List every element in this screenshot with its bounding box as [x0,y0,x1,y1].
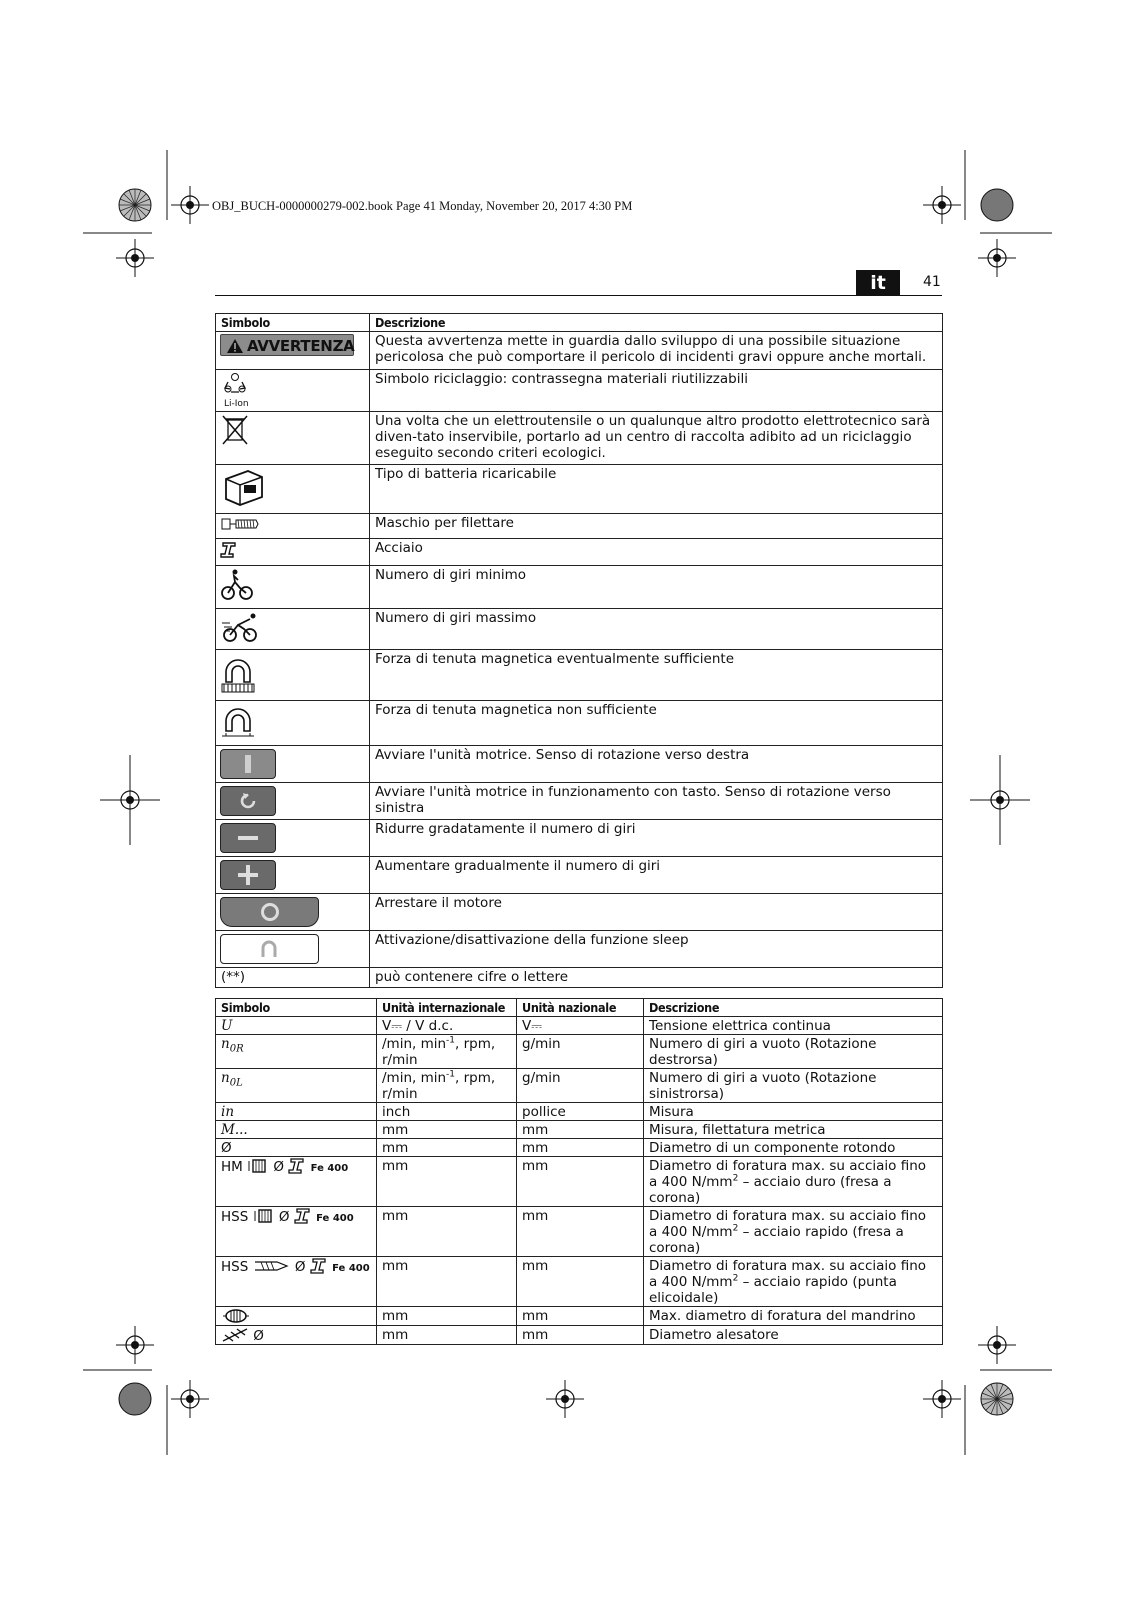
minus-key-icon [220,823,276,853]
symbol-cell [216,1035,377,1069]
diameter-symbol: Ø [294,1259,306,1275]
steel-beam-icon [288,1158,306,1174]
symbol-cell: U [216,1017,377,1035]
description-cell: può contenere cifre o lettere [370,968,943,988]
symbol-subscript: 0L [229,1077,243,1089]
symbol-cell [216,746,370,783]
description-cell: Numero di giri massimo [370,609,943,650]
start-right-key-icon [220,749,276,779]
symbol-cell [216,783,370,820]
table-row [216,701,943,746]
description-cell: Avviare l'unità motrice. Senso di rotazione verso destra [370,746,943,783]
units-table-header [216,999,943,1017]
intl-unit-cell [377,1069,517,1103]
description-cell: Arrestare il motore [370,894,943,931]
natl-unit-cell: mm [517,1157,644,1207]
natl-unit-cell: mm [517,1307,644,1326]
description-cell: Questa avvertenza mette in guardia dallo sviluppo di una possibile situazione pericolosa che può comportare il pericolo di incidenti gravi oppure anche mortali. [370,332,943,370]
table-row [216,1257,943,1307]
description-a: Diametro di foratura max. su acciaio fino a 400 N/mm [649,1208,927,1240]
warning-badge [220,334,354,356]
description-cell: Attivazione/disattivazione della funzione sleep [370,931,943,968]
natl-unit-cell: V⎓ [517,1017,644,1035]
intl-unit-cell: V⎓ / V d.c. [377,1017,517,1035]
table-row [216,412,943,465]
description-cell: Numero di giri a vuoto (Rotazione sinistrorsa) [644,1069,943,1103]
table-row [216,566,943,609]
symbol-cell [216,514,370,539]
intl-unit-cell: mm [377,1157,517,1207]
li-ion-label: Li-Ion [224,399,249,409]
table-row [216,931,943,968]
description-b: – acciaio duro (fresa a corona) [649,1174,892,1206]
intl-unit-cell: mm [377,1139,517,1157]
description-cell: Forza di tenuta magnetica non sufficiente [370,701,943,746]
table-row [216,1121,943,1139]
description-b: – acciaio rapido (fresa a corona) [649,1224,904,1256]
drill-chuck-icon [221,1308,251,1324]
table-row [216,514,943,539]
symbol-cell [216,465,370,514]
intl-unit-cell [377,1035,517,1069]
natl-unit-cell: mm [517,1326,644,1345]
symbol-cell [216,1157,377,1207]
core-bit-icon [247,1158,269,1174]
table-row [216,968,943,988]
start-left-key-icon [220,786,276,816]
core-bit-icon [253,1208,275,1224]
fe-label: Fe 400 [310,1163,349,1174]
symbol-cell [216,1326,377,1345]
description-cell: Max. diametro di foratura del mandrino [644,1307,943,1326]
symbol-cell [216,857,370,894]
table-row [216,332,943,370]
intl-unit-a: /min, min [382,1036,447,1052]
description-cell: Maschio per filettare [370,514,943,539]
description-cell: Ridurre gradatamente il numero di giri [370,820,943,857]
natl-unit-cell: mm [517,1121,644,1139]
intl-unit-cell: mm [377,1326,517,1345]
natl-unit-cell: mm [517,1207,644,1257]
table-row [216,609,943,650]
symbol-table [215,313,943,988]
tap-tool-icon [220,516,260,532]
description-cell: Tipo di batteria ricaricabile [370,465,943,514]
table-row [216,894,943,931]
units-table [215,998,943,1345]
table-row [216,1017,943,1035]
symbol-table-header [216,314,943,332]
intl-unit-b: , rpm, r/min [382,1036,496,1068]
symbol-cell [216,539,370,566]
description-cell: Aumentare gradualmente il numero di giri [370,857,943,894]
natl-unit-cell: mm [517,1257,644,1307]
symbol-cell: (**) [216,968,370,988]
steel-beam-icon [310,1258,328,1274]
symbol-label: HM [221,1159,243,1175]
symbol-cell [216,650,370,701]
table-row [216,857,943,894]
magnet-insufficient-icon [220,703,256,739]
intl-unit-cell: mm [377,1207,517,1257]
diameter-symbol: Ø [273,1159,285,1175]
intl-unit-sup: -1 [446,1069,456,1080]
description-cell: Numero di giri a vuoto (Rotazione destrorsa) [644,1035,943,1069]
recycle-li-ion-icon [220,372,250,396]
warning-triangle-icon [226,338,244,354]
symbol-cell [216,931,370,968]
symbol-cell [216,412,370,465]
plus-key-icon [220,860,276,890]
table-row [216,1069,943,1103]
header-rule [215,295,942,296]
sleep-key-icon [220,934,319,964]
description-a: Diametro di foratura max. su acciaio fino a 400 N/mm [649,1258,927,1290]
col-header-description: Descrizione [370,314,943,332]
table-row [216,1207,943,1257]
symbol-label: HSS [221,1209,249,1225]
description-cell: Diametro di un componente rotondo [644,1139,943,1157]
intl-unit-b: , rpm, r/min [382,1070,496,1102]
description-cell: Acciaio [370,539,943,566]
natl-unit-cell: mm [517,1139,644,1157]
language-badge: it [856,270,900,296]
table-row [216,1103,943,1121]
book-header: OBJ_BUCH-0000000279-002.book Page 41 Monday, November 20, 2017 4:30 PM [212,199,633,213]
table-row [216,370,943,412]
symbol-subscript: 0R [229,1043,244,1055]
symbol-cell [216,894,370,931]
symbol-cell [216,332,370,370]
description-cell: Diametro alesatore [644,1326,943,1345]
page-number: 41 [923,274,941,290]
natl-unit-cell: g/min [517,1035,644,1069]
symbol-cell [216,1307,377,1326]
table-row [216,539,943,566]
table-row [216,746,943,783]
description-cell: Avviare l'unità motrice in funzionamento con tasto. Senso di rotazione verso sinistra [370,783,943,820]
description-sup: 2 [732,1173,739,1184]
intl-unit-a: /min, min [382,1070,447,1086]
fast-bike-icon [220,611,260,643]
intl-unit-cell: mm [377,1257,517,1307]
description-a: Diametro di foratura max. su acciaio fino a 400 N/mm [649,1158,927,1190]
table-row [216,1139,943,1157]
description-cell [644,1207,943,1257]
intl-unit-cell: mm [377,1121,517,1139]
intl-unit-cell: inch [377,1103,517,1121]
description-sup: 2 [732,1273,739,1284]
crossed-bin-icon [220,414,250,446]
col-header-intl-unit: Unità internazionale [377,999,517,1017]
steel-beam-icon [220,541,240,559]
table-row [216,783,943,820]
intl-unit-cell: mm [377,1307,517,1326]
table-row [216,820,943,857]
symbol-cell [216,370,370,412]
symbol-cell [216,701,370,746]
description-cell: Tensione elettrica continua [644,1017,943,1035]
intl-unit-sup: -1 [446,1035,456,1046]
table-row [216,1326,943,1345]
symbol-cell [216,1207,377,1257]
diameter-symbol: Ø [253,1328,264,1344]
description-b: – acciaio rapido (punta elicoidale) [649,1274,897,1306]
description-cell: Misura [644,1103,943,1121]
col-header-natl-unit: Unità nazionale [517,999,644,1017]
description-cell: Misura, filettatura metrica [644,1121,943,1139]
table-row [216,1035,943,1069]
symbol-cell [216,820,370,857]
table-row [216,1157,943,1207]
symbol-cell: Ø [216,1139,377,1157]
description-cell: Una volta che un elettroutensile o un qualunque altro prodotto elettrotecnico sarà diven-tato inservibile, portarlo ad un centro di raccolta adibito ad un riciclaggio eseguito secondo criteri ecologici. [370,412,943,465]
magnet-partial-icon [220,652,256,694]
symbol-cell: M... [216,1121,377,1139]
table-row [216,650,943,701]
diameter-symbol: Ø [278,1209,290,1225]
symbol-label: HSS [221,1259,249,1275]
natl-unit-cell: g/min [517,1069,644,1103]
slow-bike-icon [220,568,254,602]
fe-label: Fe 400 [332,1263,370,1274]
symbol-cell [216,1069,377,1103]
description-cell: Numero di giri minimo [370,566,943,609]
fe-label: Fe 400 [316,1213,354,1224]
col-header-description: Descrizione [644,999,943,1017]
symbol-main: n [221,1070,230,1086]
reamer-icon [221,1327,249,1343]
symbol-cell [216,566,370,609]
symbol-cell: in [216,1103,377,1121]
description-cell [644,1157,943,1207]
description-cell: Forza di tenuta magnetica eventualmente sufficiente [370,650,943,701]
twist-drill-icon [253,1258,291,1274]
symbol-main: n [221,1036,230,1052]
description-sup: 2 [732,1223,739,1234]
table-row [216,465,943,514]
col-header-symbol: Simbolo [216,999,377,1017]
col-header-symbol: Simbolo [216,314,370,332]
symbol-cell [216,609,370,650]
description-cell [644,1257,943,1307]
steel-beam-icon [294,1208,312,1224]
symbol-cell [216,1257,377,1307]
battery-pack-icon [220,467,266,507]
natl-unit-cell: pollice [517,1103,644,1121]
stop-key-icon [220,897,319,927]
warning-badge-label: AVVERTENZA [247,337,355,355]
table-row [216,1307,943,1326]
description-cell: Simbolo riciclaggio: contrassegna materiali riutilizzabili [370,370,943,412]
